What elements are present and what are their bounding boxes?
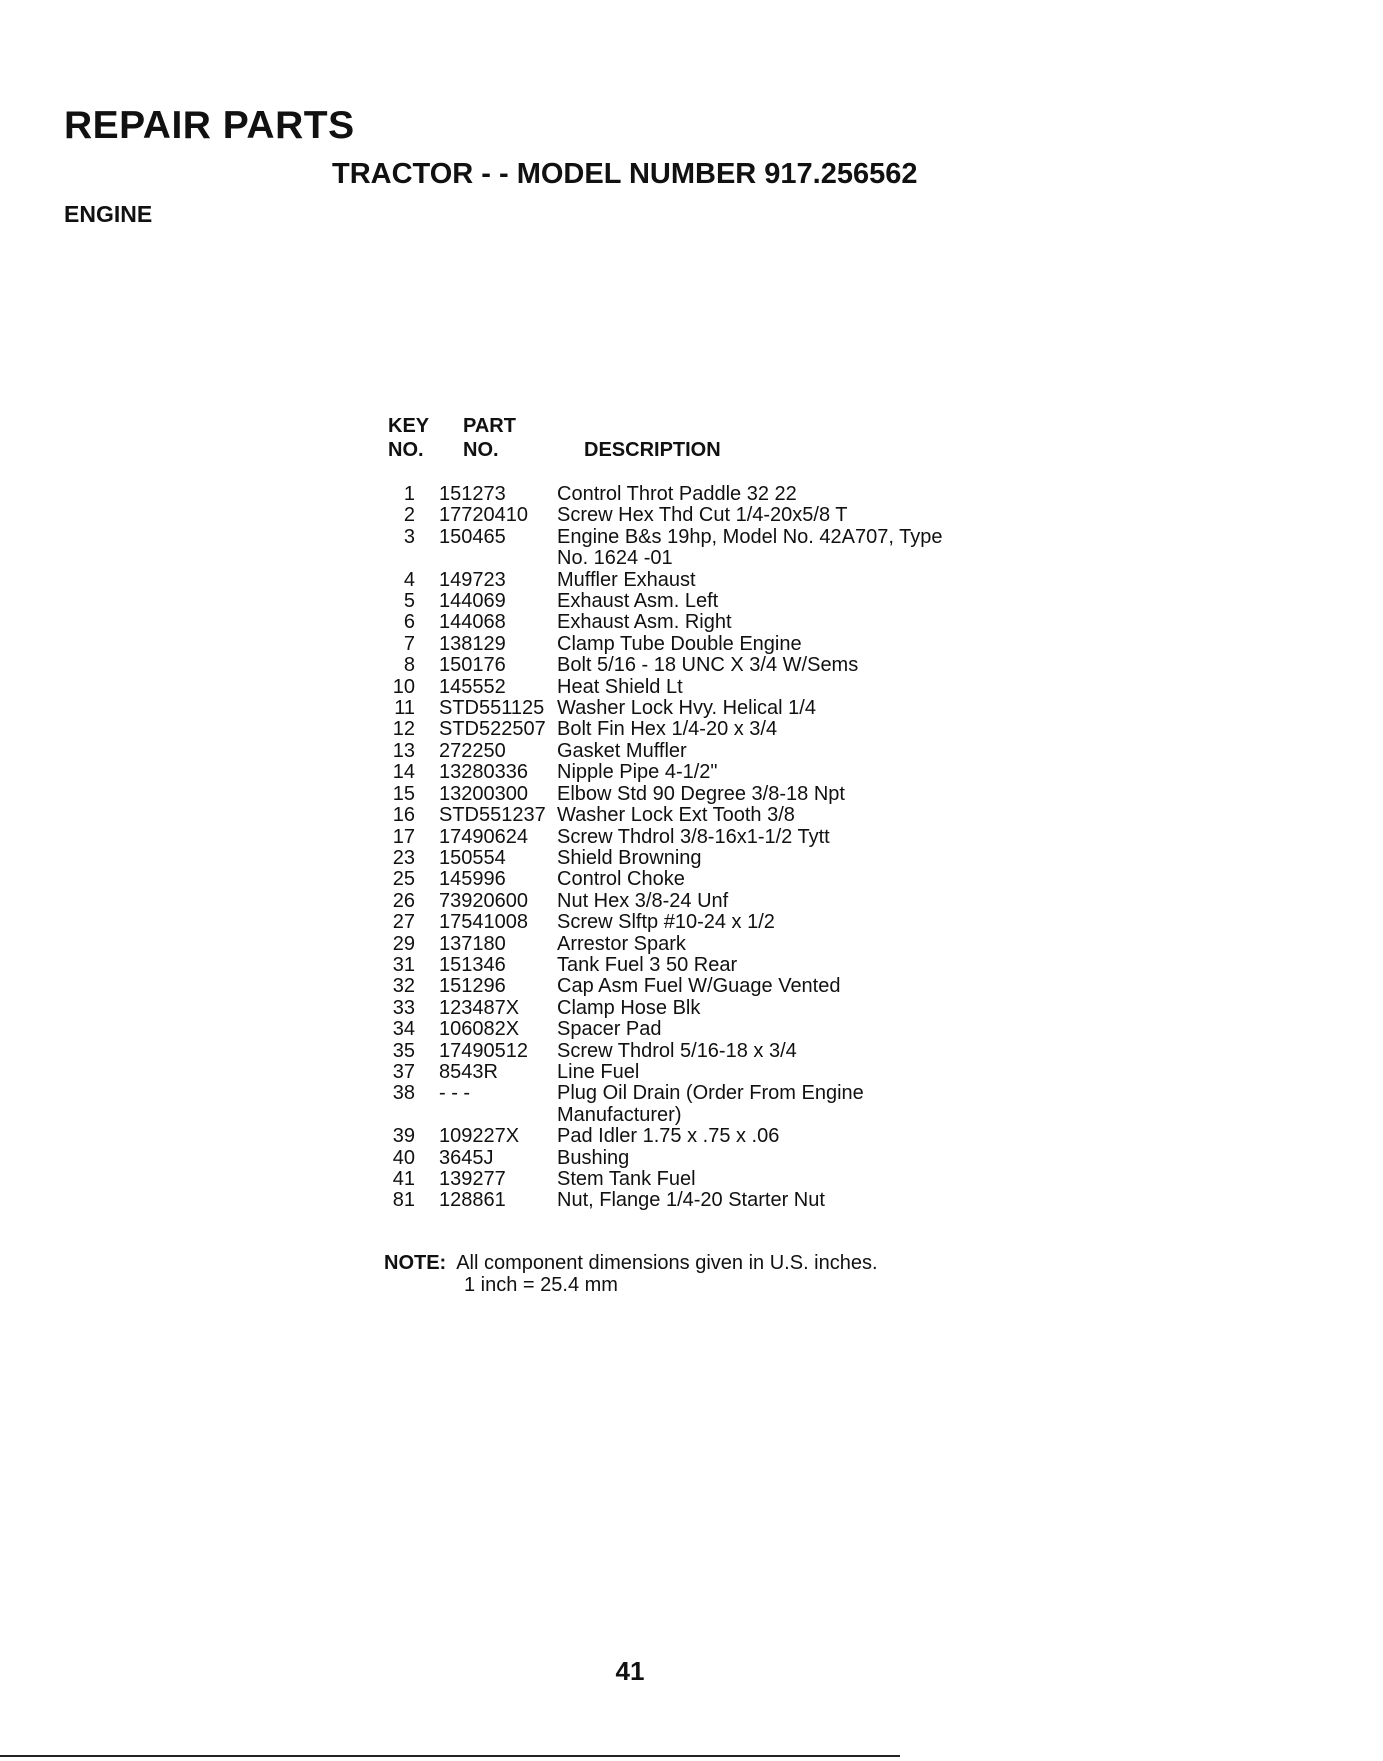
description-cell: Shield Browning — [557, 846, 702, 869]
description-cell: Muffler Exhaust — [557, 568, 696, 591]
key-cell: 17 — [392, 825, 415, 848]
part-number-cell: 138129 — [439, 632, 506, 655]
key-cell: 41 — [392, 1168, 415, 1190]
part-number-cell: 17541008 — [439, 911, 528, 934]
part-number-cell: - - - — [439, 1082, 471, 1105]
description-cell: Plug Oil Drain (Order From Engine Manufacturer) — [557, 1082, 864, 1126]
table-row — [370, 869, 970, 890]
note-line1: All component dimensions given in U.S. inches. — [456, 1252, 878, 1274]
key-cell: 2 — [403, 504, 415, 527]
table-row — [370, 741, 970, 762]
note-label: NOTE: — [384, 1252, 447, 1274]
description-cell: Clamp Tube Double Engine — [557, 632, 802, 655]
table-row — [370, 762, 970, 783]
key-cell: 3 — [403, 525, 415, 548]
key-cell: 33 — [392, 996, 415, 1019]
part-number-cell: 150176 — [439, 654, 506, 677]
key-cell: 25 — [392, 868, 415, 891]
table-row — [370, 934, 970, 955]
part-number-cell: 73920600 — [439, 889, 528, 912]
description-cell: Line Fuel — [557, 1060, 640, 1083]
part-number-cell: 144068 — [439, 611, 506, 634]
table-row — [370, 484, 970, 505]
column-header-part — [463, 414, 553, 462]
column-header-part-line2: NO. — [463, 439, 499, 461]
description-cell: Bushing — [557, 1146, 630, 1169]
column-header-key-line2: NO. — [388, 439, 424, 461]
description-cell: Screw Slftp #10-24 x 1/2 — [557, 911, 775, 934]
table-row — [370, 891, 970, 912]
key-cell: 8 — [403, 654, 415, 677]
table-row — [370, 976, 970, 997]
note-line2: 1 inch = 25.4 mm — [464, 1274, 618, 1296]
description-cell: Washer Lock Hvy. Helical 1/4 — [557, 697, 816, 720]
part-number-cell: 151346 — [439, 953, 506, 976]
column-header-key — [388, 414, 452, 462]
description-cell: Bolt Fin Hex 1/4-20 x 3/4 — [557, 718, 778, 741]
key-cell: 10 — [392, 675, 415, 698]
description-cell: Cap Asm Fuel W/Guage Vented — [557, 975, 841, 998]
description-cell: Clamp Hose Blk — [557, 996, 701, 1019]
table-row — [370, 1148, 970, 1169]
key-cell: 35 — [392, 1039, 415, 1062]
description-cell: Screw Hex Thd Cut 1/4-20x5/8 T — [557, 504, 848, 527]
description-cell: Arrestor Spark — [557, 932, 686, 955]
key-cell: 40 — [392, 1146, 415, 1169]
part-number-cell: 150554 — [439, 846, 506, 869]
table-row — [370, 784, 970, 805]
table-row — [370, 677, 970, 698]
part-number-cell: 13200300 — [439, 782, 528, 805]
part-number-cell: 145552 — [439, 675, 506, 698]
table-row — [370, 1062, 970, 1083]
part-number-cell: 109227X — [439, 1125, 520, 1148]
key-cell: 32 — [392, 975, 415, 998]
table-row — [370, 505, 970, 526]
key-cell: 81 — [392, 1189, 415, 1212]
description-cell: Bolt 5/16 - 18 UNC X 3/4 W/Sems — [557, 654, 859, 677]
description-cell: Elbow Std 90 Degree 3/8-18 Npt — [557, 782, 845, 805]
description-cell: Washer Lock Ext Tooth 3/8 — [557, 804, 795, 827]
description-cell: Nipple Pipe 4-1/2" — [557, 761, 718, 784]
description-cell: Nut, Flange 1/4-20 Starter Nut — [557, 1189, 825, 1212]
part-number-cell: STD551237 — [439, 804, 546, 827]
parts-list — [370, 484, 970, 1212]
part-number-cell: 139277 — [439, 1168, 506, 1190]
table-row — [370, 1126, 970, 1147]
part-number-cell: 151273 — [439, 483, 506, 505]
description-cell: Heat Shield Lt — [557, 675, 683, 698]
table-row — [370, 591, 970, 612]
model-subtitle: TRACTOR - - MODEL NUMBER 917.256562 — [332, 158, 918, 190]
key-cell: 13 — [392, 739, 415, 762]
table-row — [370, 1190, 970, 1211]
part-number-cell: 3645J — [439, 1146, 494, 1169]
key-cell: 37 — [392, 1060, 415, 1083]
key-cell: 11 — [394, 697, 415, 720]
description-cell: Exhaust Asm. Left — [557, 590, 719, 613]
column-header-description: DESCRIPTION — [584, 439, 721, 461]
description-cell: Pad Idler 1.75 x .75 x .06 — [557, 1125, 780, 1148]
table-row — [370, 912, 970, 933]
column-header-part-line1: PART — [463, 415, 516, 437]
part-number-cell: 137180 — [439, 932, 506, 955]
bottom-rule — [0, 1755, 900, 1757]
key-cell: 27 — [392, 911, 415, 934]
table-row — [370, 955, 970, 976]
key-cell: 15 — [392, 782, 415, 805]
part-number-cell: 8543R — [439, 1060, 498, 1083]
table-row — [370, 1169, 970, 1190]
page-title: REPAIR PARTS — [64, 104, 355, 147]
key-cell: 34 — [392, 1018, 415, 1041]
table-row — [370, 719, 970, 740]
description-cell: Control Throt Paddle 32 22 — [557, 483, 797, 505]
table-row — [370, 655, 970, 676]
part-number-cell: 123487X — [439, 996, 520, 1019]
part-number-cell: 17720410 — [439, 504, 528, 527]
part-number-cell: 145996 — [439, 868, 506, 891]
table-row — [370, 634, 970, 655]
table-row — [370, 570, 970, 591]
part-number-cell: 17490512 — [439, 1039, 528, 1062]
part-number-cell: 149723 — [439, 568, 506, 591]
table-row — [370, 698, 970, 719]
table-row — [370, 527, 970, 570]
part-number-cell: 128861 — [439, 1189, 506, 1212]
part-number-cell: 106082X — [439, 1018, 520, 1041]
key-cell: 16 — [392, 804, 415, 827]
description-cell: Gasket Muffler — [557, 739, 687, 762]
part-number-cell: 150465 — [439, 525, 506, 548]
key-cell: 26 — [392, 889, 415, 912]
key-cell: 5 — [403, 590, 415, 613]
key-cell: 6 — [403, 611, 415, 634]
description-cell: Screw Thdrol 5/16-18 x 3/4 — [557, 1039, 797, 1062]
table-row — [370, 998, 970, 1019]
key-cell: 7 — [403, 632, 415, 655]
table-row — [370, 612, 970, 633]
part-number-cell: STD551125 — [439, 697, 545, 720]
table-row — [370, 805, 970, 826]
key-cell: 29 — [392, 932, 415, 955]
part-number-cell: 144069 — [439, 590, 506, 613]
description-cell: Exhaust Asm. Right — [557, 611, 732, 634]
description-cell: Nut Hex 3/8-24 Unf — [557, 889, 729, 912]
key-cell: 38 — [392, 1082, 415, 1105]
key-cell: 1 — [403, 483, 415, 505]
description-cell: Stem Tank Fuel — [557, 1168, 696, 1190]
note-block — [384, 1252, 878, 1296]
part-number-cell: STD522507 — [439, 718, 546, 741]
part-number-cell: 272250 — [439, 739, 506, 762]
part-number-cell: 17490624 — [439, 825, 528, 848]
part-number-cell: 151296 — [439, 975, 506, 998]
key-cell: 12 — [392, 718, 415, 741]
key-cell: 31 — [392, 953, 415, 976]
column-header-key-line1: KEY — [388, 415, 430, 437]
key-cell: 23 — [392, 846, 415, 869]
description-cell: Engine B&s 19hp, Model No. 42A707, Type No. 1624 -01 — [557, 525, 943, 570]
table-row — [370, 1083, 970, 1126]
table-row — [370, 848, 970, 869]
key-cell: 39 — [392, 1125, 415, 1148]
page-number: 41 — [615, 1656, 645, 1686]
key-cell: 4 — [403, 568, 415, 591]
description-cell: Control Choke — [557, 868, 685, 891]
table-row — [370, 1041, 970, 1062]
key-cell: 14 — [392, 761, 415, 784]
table-row — [370, 827, 970, 848]
table-row — [370, 1019, 970, 1040]
description-cell: Tank Fuel 3 50 Rear — [557, 953, 738, 976]
description-cell: Screw Thdrol 3/8-16x1-1/2 Tytt — [557, 825, 830, 848]
part-number-cell: 13280336 — [439, 761, 528, 784]
description-cell: Spacer Pad — [557, 1018, 662, 1041]
section-heading: ENGINE — [64, 201, 153, 227]
